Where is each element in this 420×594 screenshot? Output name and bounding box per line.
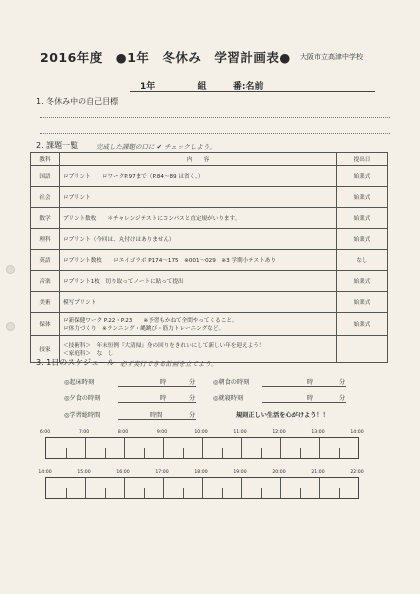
time-tick [261, 488, 262, 498]
time-tick [261, 448, 262, 458]
time-tick [163, 478, 164, 498]
timeline-am[interactable] [45, 437, 359, 459]
time-tick [85, 438, 86, 458]
time-tick-label: 8:00 [117, 430, 129, 435]
section2-heading: 2. 課題一覧 [36, 141, 79, 150]
time-tick [66, 448, 67, 458]
time-tick [300, 488, 301, 498]
punch-hole [6, 265, 15, 274]
timeline-pm[interactable] [45, 477, 359, 499]
time-tick-label: 14:00 [38, 470, 52, 475]
time-tick-label: 6:00 [39, 430, 51, 435]
table-row: 美術 模写プリント 始業式 [31, 292, 388, 313]
time-tick [241, 478, 242, 498]
motto-text: 規則正しい生活を心がけよう！！ [236, 412, 329, 419]
time-tick [339, 488, 340, 498]
time-tick-label: 15:00 [77, 470, 91, 475]
time-tick [105, 488, 106, 498]
bedtime-label: ◎就寝時刻 [213, 395, 244, 402]
time-tick-label: 19:00 [233, 470, 247, 475]
time-tick [144, 448, 145, 458]
table-row: 数学 プリント数枚 ＊チャレンジテストにコンパスと直定規がいります。 始業式 [31, 208, 388, 229]
time-tick [319, 438, 320, 458]
study-time-label: ◎学習総時間 [64, 412, 101, 419]
table-row: 技家 ＜技術科＞ 年末恒例『大清掃』身の回りをきれいにして新しい年を迎えよう！ ＜家庭科＞ な し [31, 336, 388, 363]
time-tick [105, 448, 106, 458]
section3-note: 必ず実行できる計画を立てよう。 [120, 360, 218, 368]
time-tick-label: 13:00 [311, 430, 325, 435]
goal-line [40, 117, 390, 118]
time-tick [144, 488, 145, 498]
time-tick [339, 448, 340, 458]
time-tick [124, 478, 125, 498]
time-tick-label: 16:00 [116, 470, 130, 475]
dinner-time-label: ◎夕食の時刻 [64, 395, 101, 402]
assignment-table [30, 152, 388, 363]
time-tick [222, 448, 223, 458]
time-tick-label: 7:00 [78, 430, 90, 435]
time-tick-label: 17:00 [155, 470, 169, 475]
time-tick-label: 20:00 [272, 470, 286, 475]
time-tick [124, 438, 125, 458]
time-tick [163, 438, 164, 458]
bedtime-field[interactable] [262, 402, 346, 403]
time-tick-label: 10:00 [194, 430, 208, 435]
goal-line [40, 133, 390, 134]
wake-time-field[interactable] [118, 386, 196, 387]
page-title: 2016年度 ●1年 冬休み 学習計画表● [40, 50, 291, 65]
table-row: 英語 ロプリント数枚 ロエイゴラボ P174～175 ※001～029 ※3 学期小テストあり なし [31, 250, 388, 271]
time-tick-label: 18:00 [194, 470, 208, 475]
school-name: 大阪市立高津中学校 [300, 53, 363, 61]
time-tick [202, 478, 203, 498]
time-tick [280, 478, 281, 498]
punch-hole [6, 322, 15, 331]
time-tick [241, 438, 242, 458]
time-tick-label: 11:00 [233, 430, 247, 435]
study-time-field[interactable] [118, 419, 196, 420]
breakfast-time-field[interactable] [262, 386, 346, 387]
table-row: 音楽 ロプリント1枚 切り取ってノートに貼って提出 始業式 [31, 271, 388, 292]
table-row: 社会 ロプリント 始業式 [31, 187, 388, 208]
time-tick [222, 488, 223, 498]
breakfast-time-label: ◎朝食の時刻 [213, 379, 250, 386]
col-due: 提出日 [337, 153, 388, 166]
dinner-time-field[interactable] [118, 402, 196, 403]
time-tick [183, 448, 184, 458]
time-tick [183, 488, 184, 498]
table-row: 国語 ロプリント ロワークP.97まで（P.84～89 は省く。） 始業式 [31, 166, 388, 187]
grade-label: 1年 [140, 82, 156, 92]
section2-note: 完成した課題の口に ✔ チェックしよう。 [96, 143, 216, 151]
col-content: 内 容 [60, 153, 337, 166]
time-tick-label: 21:00 [311, 470, 325, 475]
time-tick [85, 478, 86, 498]
time-tick-label: 22:00 [350, 470, 364, 475]
number-label: 番:名前 [232, 82, 264, 92]
time-tick [280, 438, 281, 458]
time-tick-label: 9:00 [156, 430, 168, 435]
name-underline [130, 91, 375, 92]
time-tick-label: 14:00 [350, 430, 364, 435]
section1-heading: 1. 冬休み中の自己目標 [36, 97, 119, 106]
wake-time-label: ◎起床時刻 [64, 379, 95, 386]
table-row: 理科 ロプリント（今回は、丸付けはありません） 始業式 [31, 229, 388, 250]
time-tick [319, 478, 320, 498]
class-label: 組 [197, 82, 207, 92]
time-tick [202, 438, 203, 458]
col-subject: 教科 [31, 153, 60, 166]
table-row: 保体 ロ新保健ワーク P.22・P.23 ※予習もかねて全問やってくること。 ロ体力づくり ※ランニング・縄跳び・筋力トレーニングなど。 始業式 [31, 313, 388, 336]
time-tick-label: 12:00 [272, 430, 286, 435]
time-tick [66, 488, 67, 498]
section3-heading: 3. 1日のスケジュール [36, 358, 115, 367]
time-tick [300, 448, 301, 458]
